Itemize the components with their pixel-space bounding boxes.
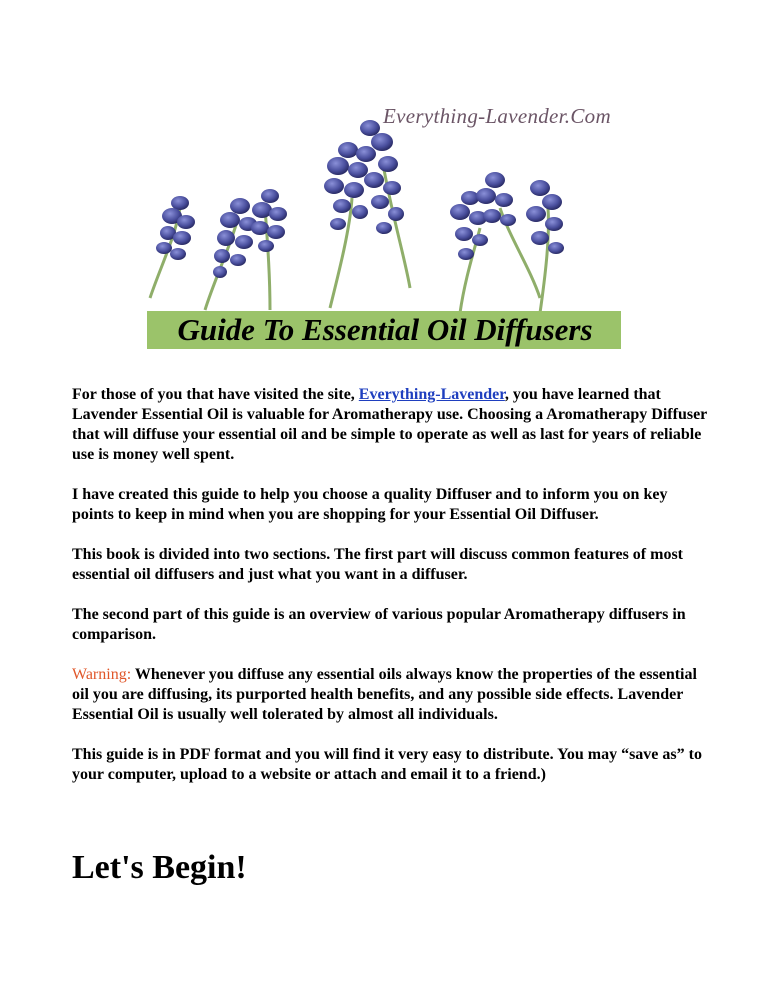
intro-text-end: , you have learned that Lavender Essential Oil is valuable for Aromatherapy use. Choosing a Aromatherapy Diffuser that will diffuse your essential oil and be simple to operate as well as last for years of reliable use is money well spent. bbox=[72, 386, 707, 463]
brand-logo-text: Everything-Lavender.Com bbox=[383, 104, 611, 128]
everything-lavender-link[interactable]: Everything-Lavender bbox=[358, 386, 505, 403]
warning-text: Whenever you diffuse any essential oils always know the properties of the essential oil you are diffusing, its purported health benefits, and any possible side effects. Lavender Essential Oil is usually well tolerated by almost all individuals. bbox=[72, 666, 697, 723]
part-two-paragraph: The second part of this guide is an overview of various popular Aromatherapy diffusers in comparison. bbox=[72, 606, 686, 643]
intro-text-start: For those of you that have visited the site, bbox=[72, 386, 359, 403]
intro-paragraph bbox=[72, 385, 712, 465]
sections-paragraph: This book is divided into two sections. The first part will discuss common features of most essential oil diffusers and just what you want in a diffuser. bbox=[72, 546, 683, 583]
lets-begin-heading: Let's Begin! bbox=[72, 849, 247, 886]
flower-spikes bbox=[156, 120, 564, 278]
page-title: Guide To Essential Oil Diffusers bbox=[177, 312, 593, 347]
warning-label: Warning: bbox=[72, 666, 132, 683]
document-body bbox=[72, 385, 712, 805]
pdf-format-paragraph: This guide is in PDF format and you will find it very easy to distribute. You may “save as” to your computer, upload to a website or attach and email it to a friend.) bbox=[72, 746, 702, 783]
warning-paragraph bbox=[72, 665, 712, 725]
guide-purpose-paragraph: I have created this guide to help you choose a quality Diffuser and to inform you on key points to keep in mind when you are shopping for your Essential Oil Diffuser. bbox=[72, 486, 668, 523]
